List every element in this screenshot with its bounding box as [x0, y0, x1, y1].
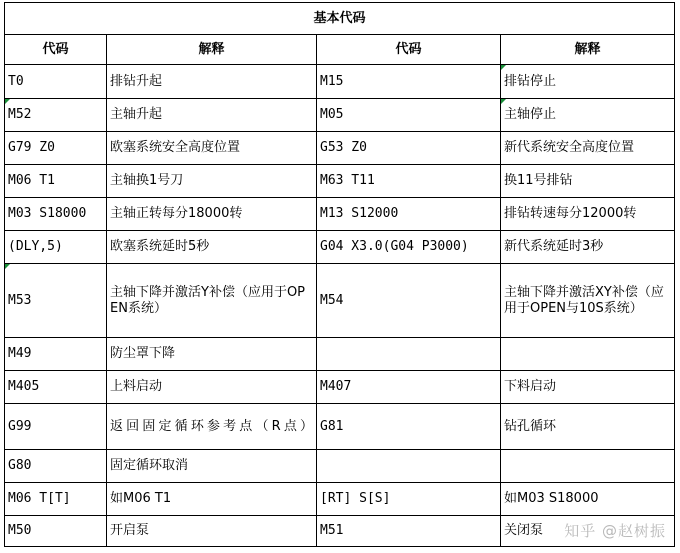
explain-cell: 排钻停止 — [501, 65, 675, 99]
code-cell: M13 S12000 — [317, 198, 501, 231]
code-cell: G53 Z0 — [317, 132, 501, 165]
basic-codes-table — [4, 2, 675, 547]
title-row — [5, 3, 675, 35]
code-cell: M06 T1 — [5, 165, 107, 198]
header-code-1: 代码 — [5, 35, 107, 65]
explain-cell: 欧塞系统延时5秒 — [107, 231, 317, 264]
code-cell: M51 — [317, 516, 501, 547]
explain-cell — [501, 450, 675, 483]
table-row — [5, 231, 675, 264]
explain-cell: 主轴下降并激活Y补偿（应用于OPEN系统） — [107, 264, 317, 338]
code-cell: M06 T[T] — [5, 483, 107, 516]
code-cell: M03 S18000 — [5, 198, 107, 231]
code-cell: M405 — [5, 371, 107, 404]
code-cell: G99 — [5, 404, 107, 450]
code-cell: M52 — [5, 99, 107, 132]
table-row — [5, 198, 675, 231]
explain-cell: 主轴换1号刀 — [107, 165, 317, 198]
table-row — [5, 99, 675, 132]
explain-cell: 主轴正转每分18000转 — [107, 198, 317, 231]
code-cell: M53 — [5, 264, 107, 338]
explain-cell: 主轴停止 — [501, 99, 675, 132]
table-row — [5, 264, 675, 338]
explain-cell: 换11号排钻 — [501, 165, 675, 198]
code-cell: M15 — [317, 65, 501, 99]
explain-cell: 如M06 T1 — [107, 483, 317, 516]
code-cell — [317, 338, 501, 371]
table-row — [5, 404, 675, 450]
watermark: 知乎 @赵树振 — [564, 522, 666, 540]
header-row — [5, 35, 675, 65]
table-row — [5, 450, 675, 483]
explain-cell: 排钻转速每分12000转 — [501, 198, 675, 231]
table-row — [5, 65, 675, 99]
code-cell: M63 T11 — [317, 165, 501, 198]
code-cell: M407 — [317, 371, 501, 404]
code-cell: (DLY,5) — [5, 231, 107, 264]
header-explain-2: 解释 — [501, 35, 675, 65]
table-row — [5, 132, 675, 165]
code-cell: [RT] S[S] — [317, 483, 501, 516]
explain-cell: 返回固定循环参考点（R点） — [107, 404, 317, 450]
explain-cell: 开启泵 — [107, 516, 317, 547]
header-explain-1: 解释 — [107, 35, 317, 65]
explain-cell: 关闭泵 — [501, 516, 675, 547]
table-row — [5, 371, 675, 404]
explain-cell: 排钻升起 — [107, 65, 317, 99]
code-cell — [317, 450, 501, 483]
explain-cell: 上料启动 — [107, 371, 317, 404]
explain-cell: 主轴下降并激活XY补偿（应用于OPEN与10S系统） — [501, 264, 675, 338]
explain-cell: 欧塞系统安全高度位置 — [107, 132, 317, 165]
explain-cell: 主轴升起 — [107, 99, 317, 132]
code-cell: M05 — [317, 99, 501, 132]
explain-cell: 固定循环取消 — [107, 450, 317, 483]
table-row — [5, 483, 675, 516]
code-cell: G81 — [317, 404, 501, 450]
table-title: 基本代码 — [5, 3, 675, 35]
explain-cell: 新代系统延时3秒 — [501, 231, 675, 264]
explain-cell: 新代系统安全高度位置 — [501, 132, 675, 165]
table-row — [5, 338, 675, 371]
explain-cell: 钻孔循环 — [501, 404, 675, 450]
explain-cell: 如M03 S18000 — [501, 483, 675, 516]
explain-cell: 防尘罩下降 — [107, 338, 317, 371]
table-row — [5, 165, 675, 198]
header-code-2: 代码 — [317, 35, 501, 65]
explain-cell — [501, 338, 675, 371]
code-cell: M50 — [5, 516, 107, 547]
code-cell: G80 — [5, 450, 107, 483]
code-cell: G79 Z0 — [5, 132, 107, 165]
code-cell: T0 — [5, 65, 107, 99]
code-cell: M54 — [317, 264, 501, 338]
code-cell: M49 — [5, 338, 107, 371]
explain-cell: 下料启动 — [501, 371, 675, 404]
code-cell: G04 X3.0(G04 P3000) — [317, 231, 501, 264]
